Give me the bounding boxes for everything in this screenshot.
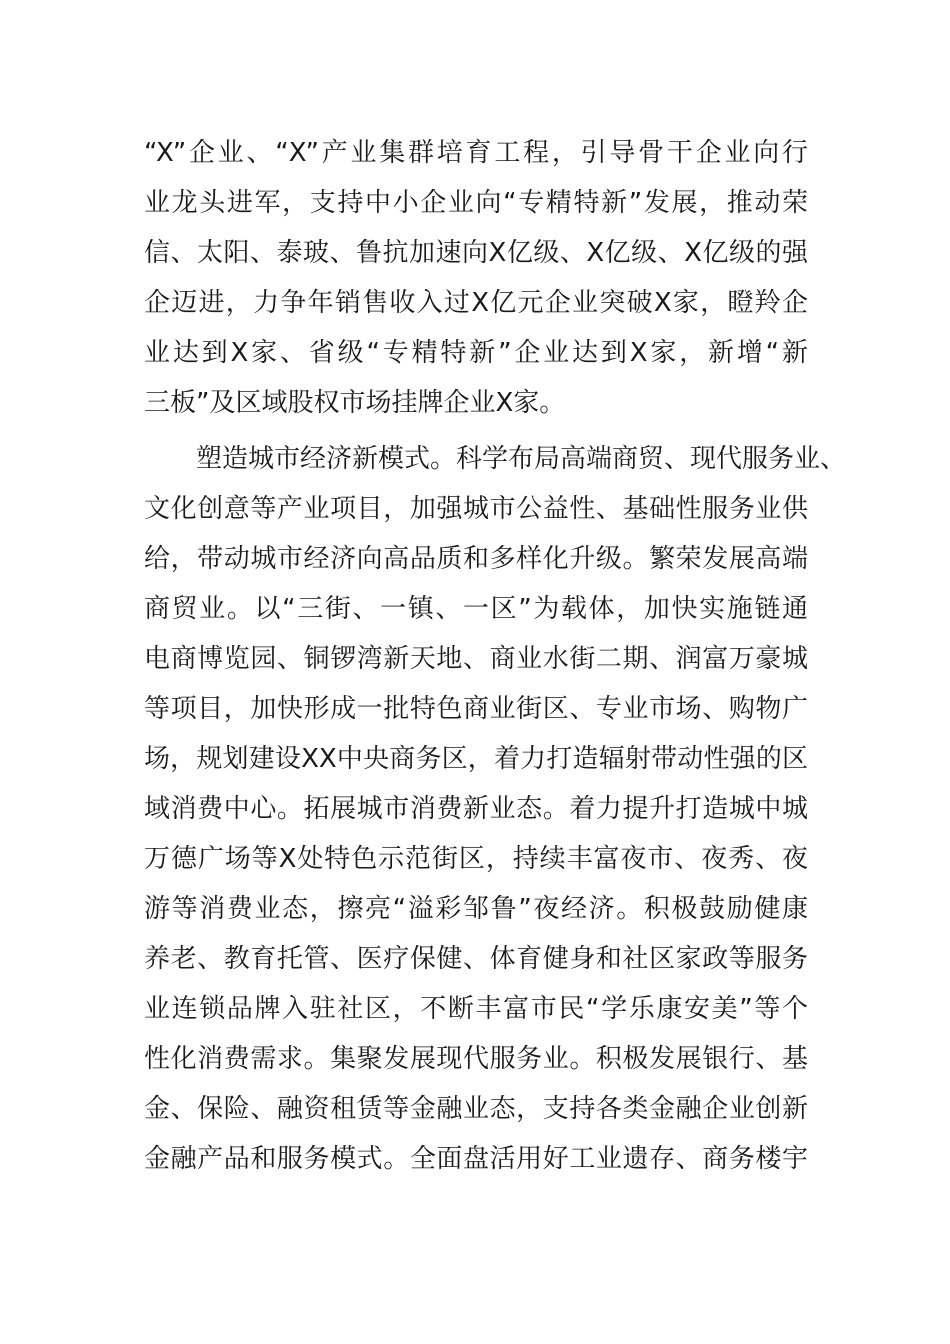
paragraph-line: 金融产品和服务模式。全面盘活用好工业遗存、商务楼宇	[144, 1144, 808, 1174]
paragraph-line: 塑造城市经济新模式。科学布局高端商贸、现代服务业、	[144, 444, 847, 474]
paragraph-line: 三板”及区域股权市场挂牌企业X家。	[144, 388, 566, 418]
paragraph-line: 金、保险、融资租赁等金融业态，支持各类金融企业创新	[144, 1094, 808, 1124]
paragraph-line: 业连锁品牌入驻社区，不断丰富市民“学乐康安美”等个	[144, 994, 808, 1024]
paragraph-line: 养老、教育托管、医疗保健、体育健身和社区家政等服务	[144, 944, 808, 974]
document-body	[144, 128, 847, 1184]
paragraph-line: 电商博览园、铜锣湾新天地、商业水街二期、润富万豪城	[144, 644, 808, 674]
paragraph-line: 等项目，加快形成一批特色商业街区、专业市场、购物广	[144, 694, 808, 724]
paragraph-line: 给，带动城市经济向高品质和多样化升级。繁荣发展高端	[144, 544, 808, 574]
paragraph-line: 业达到X家、省级“专精特新”企业达到X家，新增“新	[144, 338, 808, 368]
paragraph-line: 信、太阳、泰玻、鲁抗加速向X亿级、X亿级、X亿级的强	[144, 238, 808, 268]
paragraph-line: 游等消费业态，擦亮“溢彩邹鲁”夜经济。积极鼓励健康	[144, 894, 808, 924]
paragraph-line: 场，规划建设XX中央商务区，着力打造辐射带动性强的区	[144, 744, 808, 774]
paragraph-1	[144, 128, 808, 428]
paragraph-line: 域消费中心。拓展城市消费新业态。着力提升打造城中城	[144, 794, 808, 824]
paragraph-line: 性化消费需求。集聚发展现代服务业。积极发展银行、基	[144, 1044, 808, 1074]
paragraph-line: 文化创意等产业项目，加强城市公益性、基础性服务业供	[144, 494, 808, 524]
paragraph-line: 万德广场等X处特色示范街区，持续丰富夜市、夜秀、夜	[144, 844, 808, 874]
paragraph-line: 商贸业。以“三街、一镇、一区”为载体，加快实施链通	[144, 594, 808, 624]
paragraph-2	[144, 434, 847, 1184]
paragraph-line: 业龙头进军，支持中小企业向“专精特新”发展，推动荣	[144, 188, 808, 218]
paragraph-line: “X”企业、“X”产业集群培育工程，引导骨干企业向行	[144, 138, 808, 168]
paragraph-line: 企迈进，力争年销售收入过X亿元企业突破X家，瞪羚企	[144, 288, 808, 318]
